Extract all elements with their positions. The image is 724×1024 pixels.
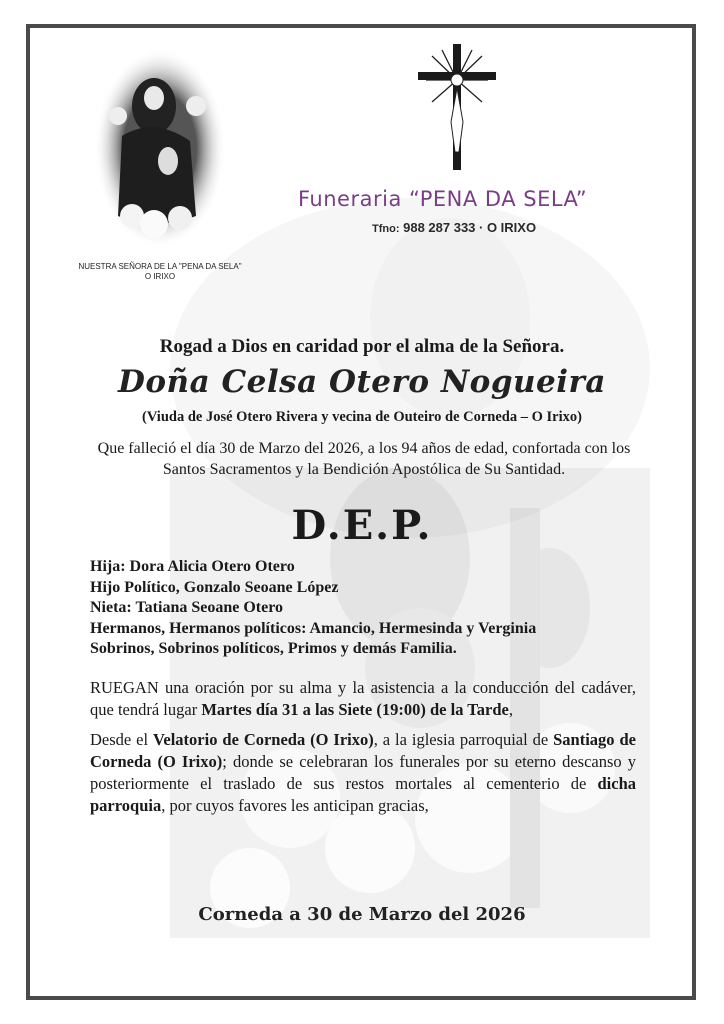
family-member: Hijo Político, Gonzalo Seoane López — [90, 578, 339, 596]
family-member: Hermanos, Hermanos políticos: Amancio, Hermesinda y Verginia — [90, 619, 537, 637]
image-caption — [40, 262, 280, 282]
crucifix-icon — [412, 42, 502, 172]
deceased-name: Doña Celsa Otero Nogueira — [118, 364, 606, 400]
request-end: , — [508, 700, 513, 719]
cemetery-location: dicha parroquia — [90, 774, 636, 815]
image-caption-line1: NUESTRA SEÑORA DE LA "PENA DA SELA" — [78, 262, 242, 271]
family-list — [90, 557, 650, 660]
wake-location: Velatorio de Corneda (O Irixo) — [153, 730, 374, 749]
funeral-home-phone — [372, 220, 536, 235]
death-notice-text: Que falleció el día 30 de Marzo del 2026, a los 94 años de edad, confortada con los Santos Sacramentos y la Bendición Apostólica de Su Santidad. — [97, 440, 631, 478]
phone-label: Tfno: — [372, 223, 400, 235]
prayer-intro: Rogad a Dios en caridad por el alma de la Señora. — [159, 336, 565, 357]
closing-date: Corneda a 30 de Marzo del 2026 — [198, 904, 526, 925]
image-caption-line2: O IRIXO — [144, 272, 176, 281]
phone-value: 988 287 333 · O IRIXO — [403, 220, 537, 235]
funeral-home-name: Funeraria “PENA DA SELA” — [298, 187, 588, 211]
family-member: Nieta: Tatiana Seoane Otero — [90, 599, 284, 616]
deceased-subtitle: (Viuda de José Otero Rivera y vecina de Outeiro de Corneda – O Irixo) — [142, 409, 582, 425]
rip-heading: D.E.P. — [291, 502, 433, 549]
procession-text: , a la iglesia parroquial de — [373, 730, 554, 749]
request-paragraph — [90, 677, 636, 721]
procession-text: ; donde se celebraran los funerales por su eterno descanso y posteriormente el traslado de sus restos mortales al cementerio de — [90, 752, 636, 793]
church-location: Santiago de Corneda (O Irixo) — [90, 730, 636, 771]
service-time: Martes día 31 a las Siete (19:00) de la Tarde — [201, 700, 509, 719]
request-text: RUEGAN una oración por su alma y la asistencia a la conducción del cadáver, que tendrá lugar — [90, 678, 636, 719]
virgin-image — [92, 46, 228, 250]
family-member: Sobrinos, Sobrinos políticos, Primos y demás Familia. — [90, 640, 457, 657]
procession-paragraph — [90, 729, 636, 817]
family-member: Hija: Dora Alicia Otero Otero — [90, 558, 295, 575]
procession-text: , por cuyos favores les anticipan gracias, — [161, 796, 429, 815]
procession-text: Desde el — [90, 730, 153, 749]
